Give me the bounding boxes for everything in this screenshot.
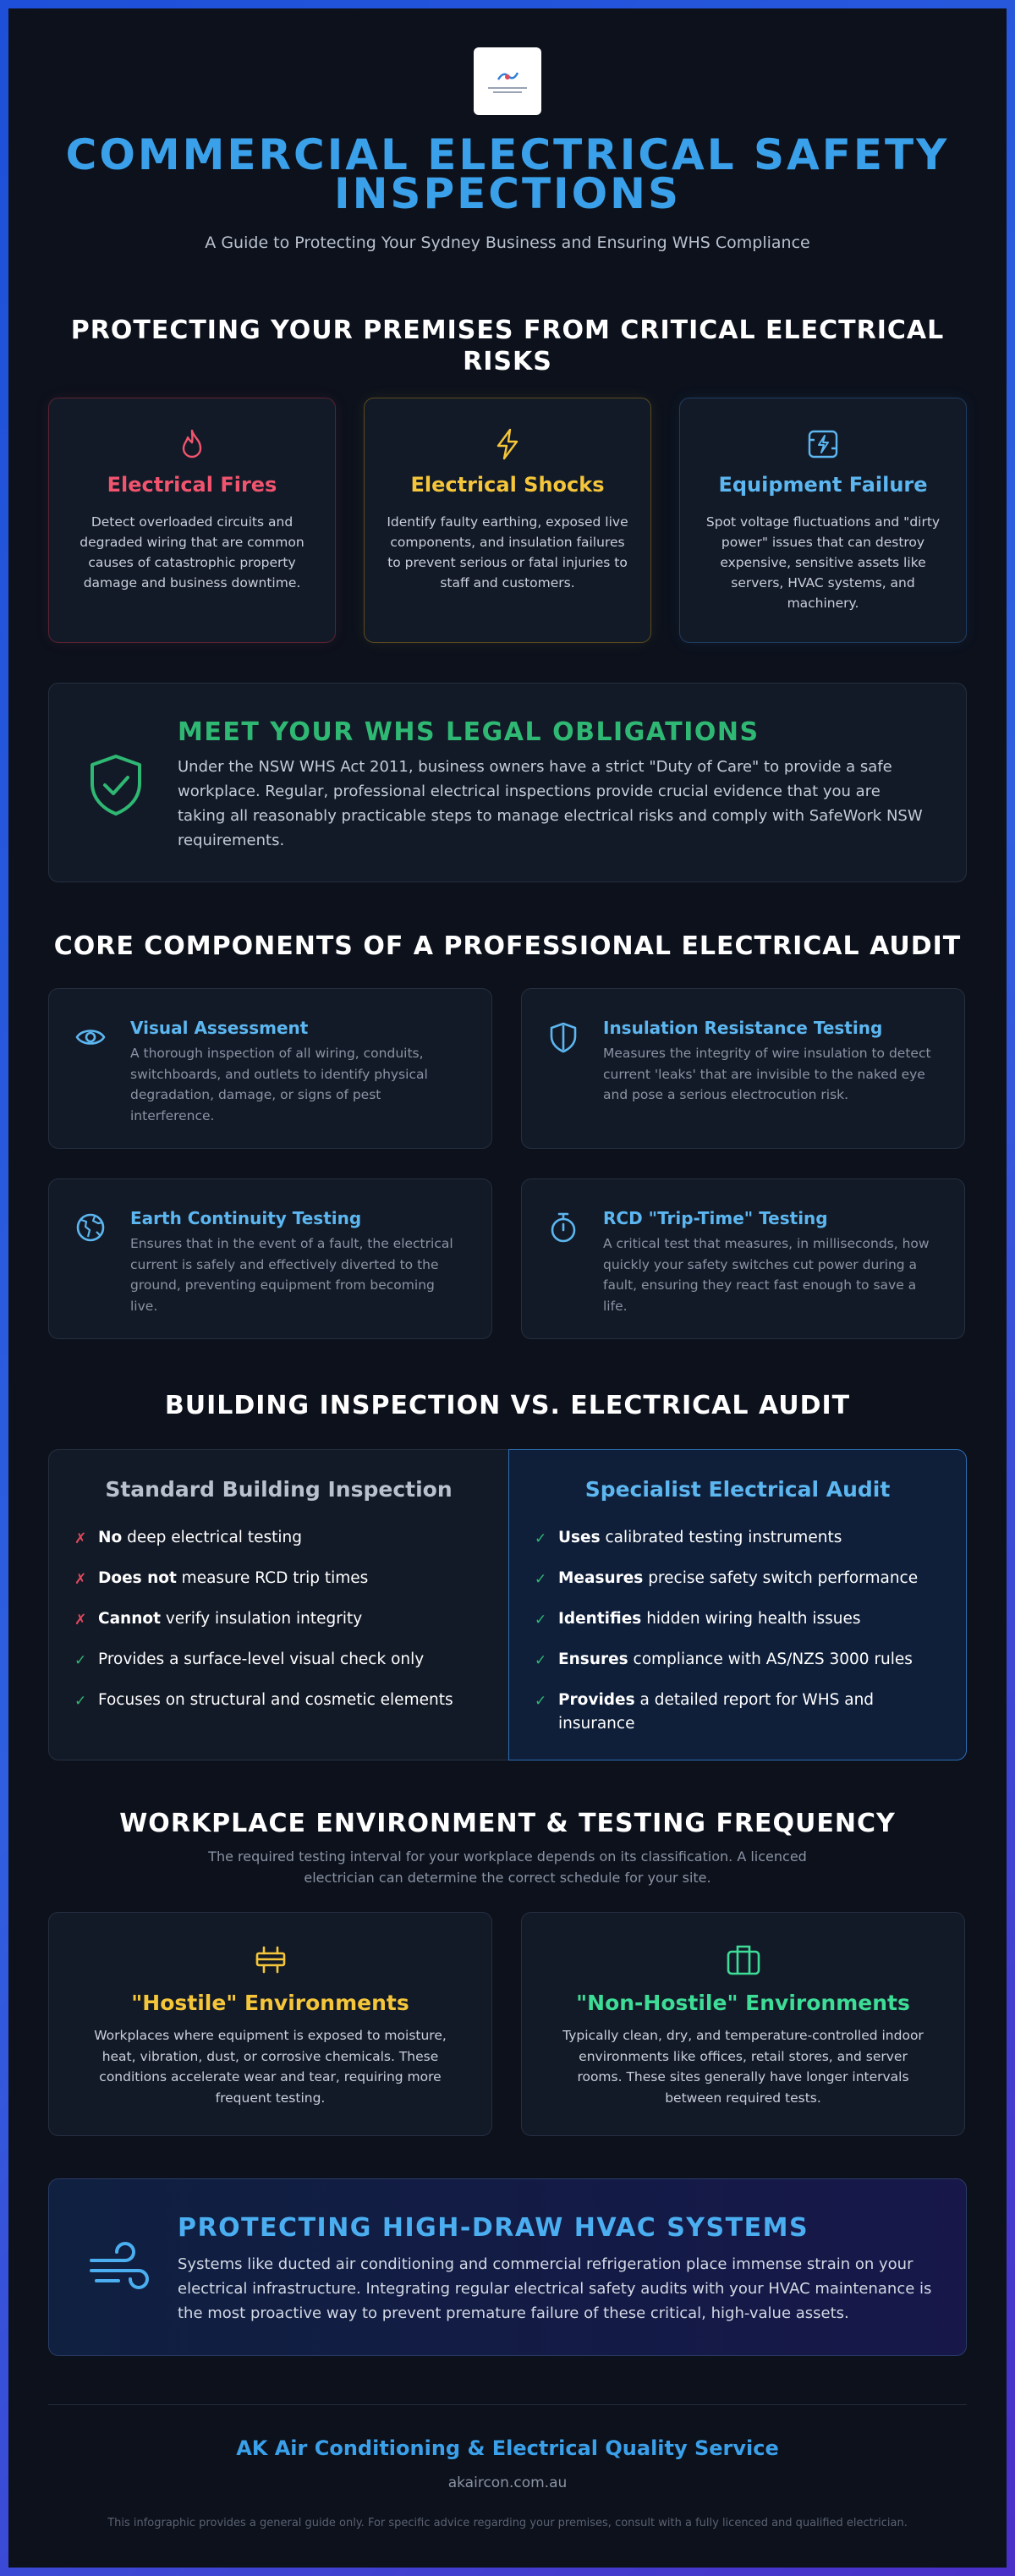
component-title: Insulation Resistance Testing — [603, 1018, 883, 1038]
env-title: "Hostile" Environments — [131, 1991, 409, 2015]
item-text: Focuses on structural and cosmetic elements — [98, 1691, 453, 1709]
whs-obligations-card — [48, 683, 967, 882]
cross-mark-icon: ✗ — [74, 1571, 87, 1588]
item-text: Provides a surface-level visual check only — [98, 1651, 425, 1668]
component-card-rcd — [521, 1178, 965, 1339]
component-card-visual — [48, 988, 492, 1149]
item-emphasis: Identifies — [558, 1610, 642, 1628]
footer-divider — [48, 2404, 967, 2405]
risk-text: Detect overloaded circuits and degraded wiring that are common causes of catastrophic property damage and business downtime. — [80, 514, 304, 590]
risk-title: Electrical Shocks — [410, 473, 605, 497]
item-emphasis: Measures — [558, 1569, 644, 1587]
power-surge-icon — [806, 427, 840, 461]
item-emphasis: Cannot — [98, 1610, 161, 1628]
component-card-earth — [48, 1178, 492, 1339]
specialist-audit-list — [535, 1526, 941, 1753]
standard-item — [74, 1607, 483, 1631]
component-title: Earth Continuity Testing — [130, 1208, 362, 1228]
check-mark-icon: ✓ — [535, 1652, 547, 1669]
component-title: RCD "Trip-Time" Testing — [603, 1208, 828, 1228]
risk-text: Spot voltage fluctuations and "dirty power" issues that can destroy expensive, sensitive assets like servers, HVAC systems, and machinery. — [705, 514, 941, 611]
components-heading: CORE COMPONENTS OF A PROFESSIONAL ELECTRICAL AUDIT — [53, 931, 962, 961]
earth-icon — [74, 1211, 107, 1244]
specialist-item — [535, 1607, 941, 1631]
cross-mark-icon: ✗ — [74, 1612, 87, 1629]
environment-heading: WORKPLACE ENVIRONMENT & TESTING FREQUENCY — [119, 1809, 896, 1838]
env-title: "Non-Hostile" Environments — [576, 1991, 910, 2015]
item-text: a detailed report for WHS and insurance — [558, 1691, 875, 1733]
env-text: Typically clean, dry, and temperature-controlled indoor environments like offices, retail stores, and server rooms. These sites generally have longer intervals between required tests. — [562, 2028, 924, 2106]
logo-line — [488, 87, 527, 89]
flame-icon — [175, 427, 209, 461]
standard-inspection-column — [48, 1449, 508, 1760]
infographic-frame — [8, 8, 1007, 2568]
specialist-audit-title: Specialist Electrical Audit — [584, 1477, 891, 1502]
standard-item — [74, 1689, 483, 1712]
specialist-item — [535, 1526, 941, 1550]
environment-subtext: The required testing interval for your workplace depends on its classification. A licenced electrician can determine the correct schedule for your site. — [208, 1848, 807, 1886]
env-card-hostile — [48, 1912, 492, 2136]
eye-icon — [74, 1021, 107, 1053]
item-text: measure RCD trip times — [176, 1569, 369, 1587]
cross-mark-icon: ✗ — [74, 1530, 87, 1547]
footer-url-link[interactable]: akaircon.com.au — [447, 2474, 568, 2491]
standard-item — [74, 1526, 483, 1550]
stopwatch-icon — [547, 1211, 579, 1244]
standard-item — [74, 1567, 483, 1590]
page-subtitle: A Guide to Protecting Your Sydney Business and Ensuring WHS Compliance — [205, 233, 810, 252]
check-mark-icon: ✓ — [535, 1571, 547, 1588]
component-title: Visual Assessment — [130, 1018, 309, 1038]
item-emphasis: Ensures — [558, 1651, 628, 1668]
env-card-non-hostile — [521, 1912, 965, 2136]
item-emphasis: Provides — [558, 1691, 635, 1709]
hvac-card — [48, 2178, 967, 2356]
component-text: Measures the integrity of wire insulation to detect current 'leaks' that are invisible to the naked eye and pose a serious electrocution risk. — [603, 1046, 931, 1102]
industrial-plug-icon — [252, 1942, 289, 1979]
specialist-item — [535, 1648, 941, 1672]
standard-inspection-title: Standard Building Inspection — [105, 1477, 453, 1502]
check-mark-icon: ✓ — [74, 1652, 87, 1669]
shield-half-icon — [547, 1021, 579, 1053]
item-text: precise safety switch performance — [643, 1569, 919, 1587]
lightning-bolt-icon — [491, 427, 524, 461]
check-mark-icon: ✓ — [74, 1693, 87, 1710]
check-mark-icon: ✓ — [535, 1612, 547, 1629]
item-text: compliance with AS/NZS 3000 rules — [628, 1651, 913, 1668]
hvac-text: Systems like ducted air conditioning and commercial refrigeration place immense strain on your electrical infrastructure. Integrating regular electrical safety audits with your HVAC maintenance is the most proactive way to prevent premature failure of these critical, high-value assets. — [178, 2255, 932, 2322]
check-mark-icon: ✓ — [535, 1530, 547, 1547]
page-title: COMMERCIAL ELECTRICAL SAFETY INSPECTIONS — [65, 130, 950, 218]
company-logo — [474, 47, 541, 115]
logo-line — [493, 91, 522, 93]
logo-mark-icon — [495, 69, 520, 85]
risks-heading: PROTECTING YOUR PREMISES FROM CRITICAL ELECTRICAL RISKS — [70, 316, 945, 376]
item-emphasis: Does not — [98, 1569, 177, 1587]
component-text: A thorough inspection of all wiring, conduits, switchboards, and outlets to identify physical degradation, damage, or signs of pest interference. — [130, 1046, 428, 1123]
hvac-title: PROTECTING HIGH-DRAW HVAC SYSTEMS — [178, 2213, 809, 2243]
risk-card-equipment — [679, 398, 967, 643]
whs-text: Under the NSW WHS Act 2011, business owners have a strict "Duty of Care" to provide a safe workplace. Regular, professional electrical inspections provide crucial evidence that you are taking all reasonably practicable steps to manage electrical risks and comply with SafeWork NSW requirements. — [178, 758, 923, 849]
component-text: Ensures that in the event of a fault, the electrical current is safely and effectively diverted to the ground, preventing equipment from becoming live. — [130, 1236, 453, 1314]
risk-card-fires — [48, 398, 336, 643]
footer-brand: AK Air Conditioning & Electrical Quality Service — [236, 2436, 779, 2460]
item-emphasis: Uses — [558, 1529, 601, 1546]
item-text: hidden wiring health issues — [641, 1610, 861, 1628]
item-text: calibrated testing instruments — [600, 1529, 842, 1546]
risk-card-shocks — [364, 398, 651, 643]
risk-title: Electrical Fires — [107, 473, 277, 497]
risk-title: Equipment Failure — [718, 473, 928, 497]
item-emphasis: No — [98, 1529, 123, 1546]
briefcase-icon — [725, 1942, 762, 1979]
check-mark-icon: ✓ — [535, 1693, 547, 1710]
comparison-heading: BUILDING INSPECTION VS. ELECTRICAL AUDIT — [164, 1391, 851, 1420]
standard-item — [74, 1648, 483, 1672]
risk-text: Identify faulty earthing, exposed live components, and insulation failures to prevent serious or fatal injuries to staff and customers. — [387, 514, 628, 590]
item-text: deep electrical testing — [122, 1529, 302, 1546]
footer-disclaimer: This infographic provides a general guide only. For specific advice regarding your premises, consult with a fully licenced and qualified electrician. — [107, 2517, 908, 2529]
whs-title: MEET YOUR WHS LEGAL OBLIGATIONS — [178, 717, 760, 747]
specialist-audit-column — [508, 1449, 967, 1760]
component-card-insulation — [521, 988, 965, 1149]
wind-icon — [86, 2240, 151, 2299]
component-text: A critical test that measures, in milliseconds, how quickly your safety switches cut power during a fault, ensuring they react fast enough to save a life. — [603, 1236, 930, 1314]
shield-check-icon — [86, 753, 145, 817]
env-text: Workplaces where equipment is exposed to moisture, heat, vibration, dust, or corrosive chemicals. These conditions accelerate wear and tear, requiring more frequent testing. — [94, 2028, 447, 2106]
item-text: verify insulation integrity — [160, 1610, 363, 1628]
specialist-item — [535, 1567, 941, 1590]
specialist-item — [535, 1689, 941, 1736]
standard-inspection-list — [74, 1526, 483, 1729]
